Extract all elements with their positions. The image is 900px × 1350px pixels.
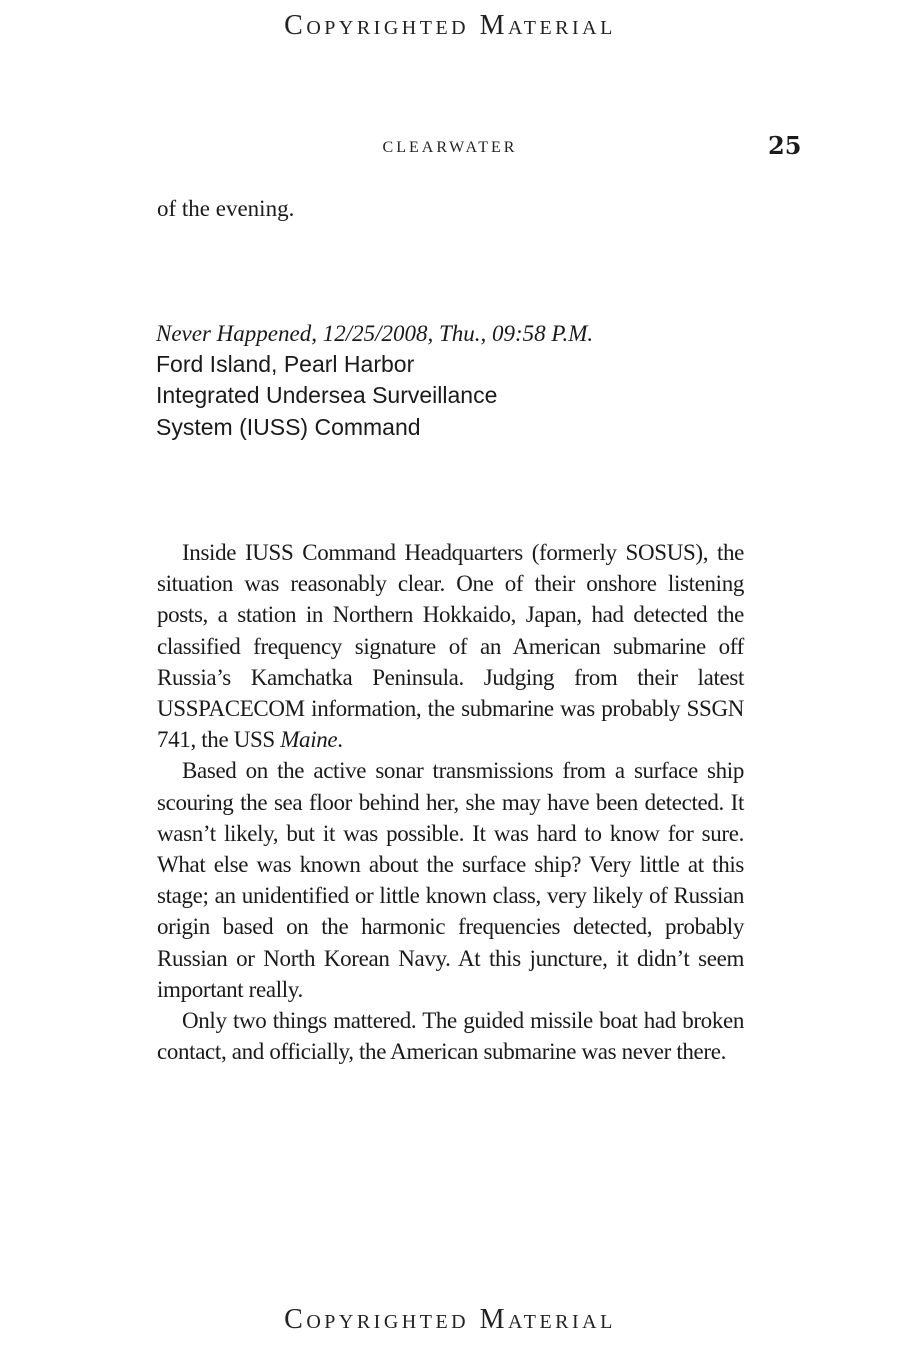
paragraph-text: Based on the active sonar transmissions from a surface ship scouring the sea floor behind her, she may have been detected. It wasn’t likely, but it was possible. It was hard to know for sure. What else was known about the surface ship? Very little at this stage; an unidentified or little known class, very likely of Russian origin based on the harmonic frequencies detected, probably Russian or North Korean Navy. At this juncture, it didn’t seem important really. xyxy=(157,758,744,1002)
carryover-text: of the evening. xyxy=(157,196,295,221)
running-head-title: CLEARWATER xyxy=(382,139,518,156)
paragraph-text: Only two things mattered. The guided missile boat had broken contact, and officially, the American submarine was never there. xyxy=(157,1008,744,1065)
scene-location-line: System (IUSS) Command xyxy=(156,413,421,440)
paragraph xyxy=(157,1005,744,1067)
scene-location-line: Integrated Undersea Surveillance xyxy=(156,382,498,409)
paragraph-text-end: . xyxy=(337,727,343,753)
scene-location-line: Ford Island, Pearl Harbor xyxy=(156,351,415,377)
scene-dateline: Never Happened, 12/25/2008, Thu., 09:58 P.M. xyxy=(156,321,594,346)
ship-name-italic: Maine xyxy=(280,727,338,753)
copyright-watermark-top: Copyrighted Material xyxy=(284,10,616,41)
paragraph xyxy=(157,537,744,755)
paragraph-text: Inside IUSS Command Headquarters (formerly SOSUS), the situation was reasonably clear. One of their onshore listening posts, a station in Northern Hokkaido, Japan, had detected the classified frequency signature of an American submarine off Russia’s Kamchatka Peninsula. Judging from their latest USSPACECOM information, the submarine was probably SSGN 741, the USS xyxy=(157,540,744,753)
body-paragraphs xyxy=(157,537,744,1067)
page-number: 25 xyxy=(768,131,802,160)
paragraph xyxy=(157,755,744,1005)
scene-header xyxy=(156,318,756,443)
copyright-watermark-bottom: Copyrighted Material xyxy=(284,1304,616,1335)
